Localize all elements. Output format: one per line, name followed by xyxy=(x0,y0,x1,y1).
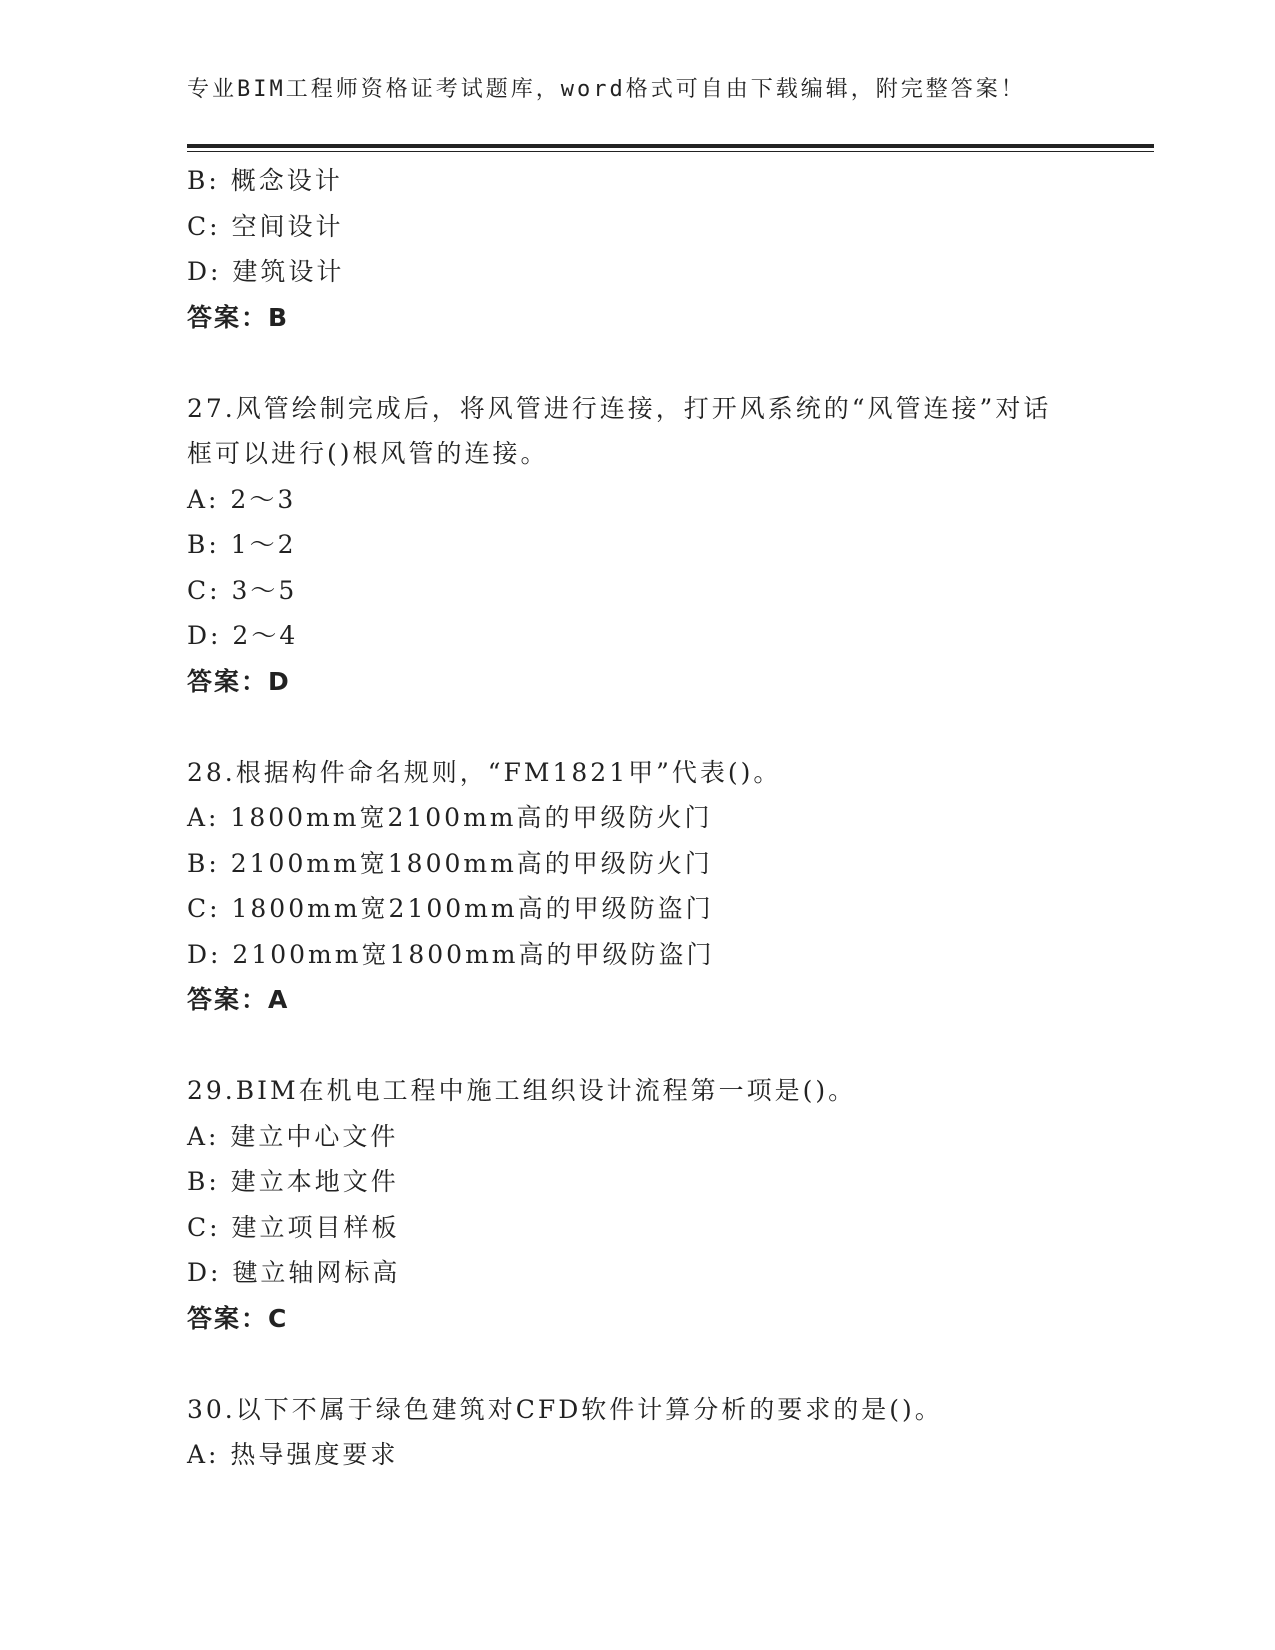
option-line: D: 建筑设计 xyxy=(187,257,345,286)
header-rule-thick xyxy=(187,144,1154,148)
answer-line: 答案：A xyxy=(187,985,290,1014)
option-line: B: 概念设计 xyxy=(187,166,343,195)
header-rule-thin xyxy=(187,151,1154,152)
option-line: B: 建立本地文件 xyxy=(187,1167,399,1196)
option-line: C: 建立项目样板 xyxy=(187,1212,400,1242)
option-line: C: 1800mm宽2100mm高的甲级防盗门 xyxy=(187,894,714,923)
question-stem: 30.以下不属于绿色建筑对CFD软件计算分析的要求的是()。 xyxy=(187,1394,943,1424)
option-line: B: 1～2 xyxy=(187,530,297,559)
page-header: 专业BIM工程师资格证考试题库，word格式可自由下载编辑，附完整答案！ xyxy=(187,77,1026,102)
option-line: A: 1800mm宽2100mm高的甲级防火门 xyxy=(187,803,713,832)
answer-line: 答案：C xyxy=(187,1303,289,1333)
option-line: A: 热导强度要求 xyxy=(187,1440,399,1469)
option-line: C: 3～5 xyxy=(187,575,298,605)
option-line: A: 2～3 xyxy=(187,484,297,514)
option-line: D: 2100mm宽1800mm高的甲级防盗门 xyxy=(187,939,715,969)
answer-line: 答案：B xyxy=(187,302,290,332)
question-stem: 28.根据构件命名规则，“FM1821甲”代表()。 xyxy=(187,757,782,787)
question-stem: 27.风管绘制完成后，将风管进行连接，打开风系统的“风管连接”对话框可以进行()根风管的连接。 xyxy=(187,393,1052,468)
option-line: C: 空间设计 xyxy=(187,211,344,241)
option-line: D: 毽立轴网标高 xyxy=(187,1258,401,1287)
option-line: D: 2～4 xyxy=(187,621,299,650)
answer-line: 答案：D xyxy=(187,666,291,696)
option-line: B: 2100mm宽1800mm高的甲级防火门 xyxy=(187,848,713,878)
question-stem: 29.BIM在机电工程中施工组织设计流程第一项是()。 xyxy=(187,1076,857,1105)
document-body xyxy=(187,158,1067,1478)
option-line: A: 建立中心文件 xyxy=(187,1121,399,1151)
